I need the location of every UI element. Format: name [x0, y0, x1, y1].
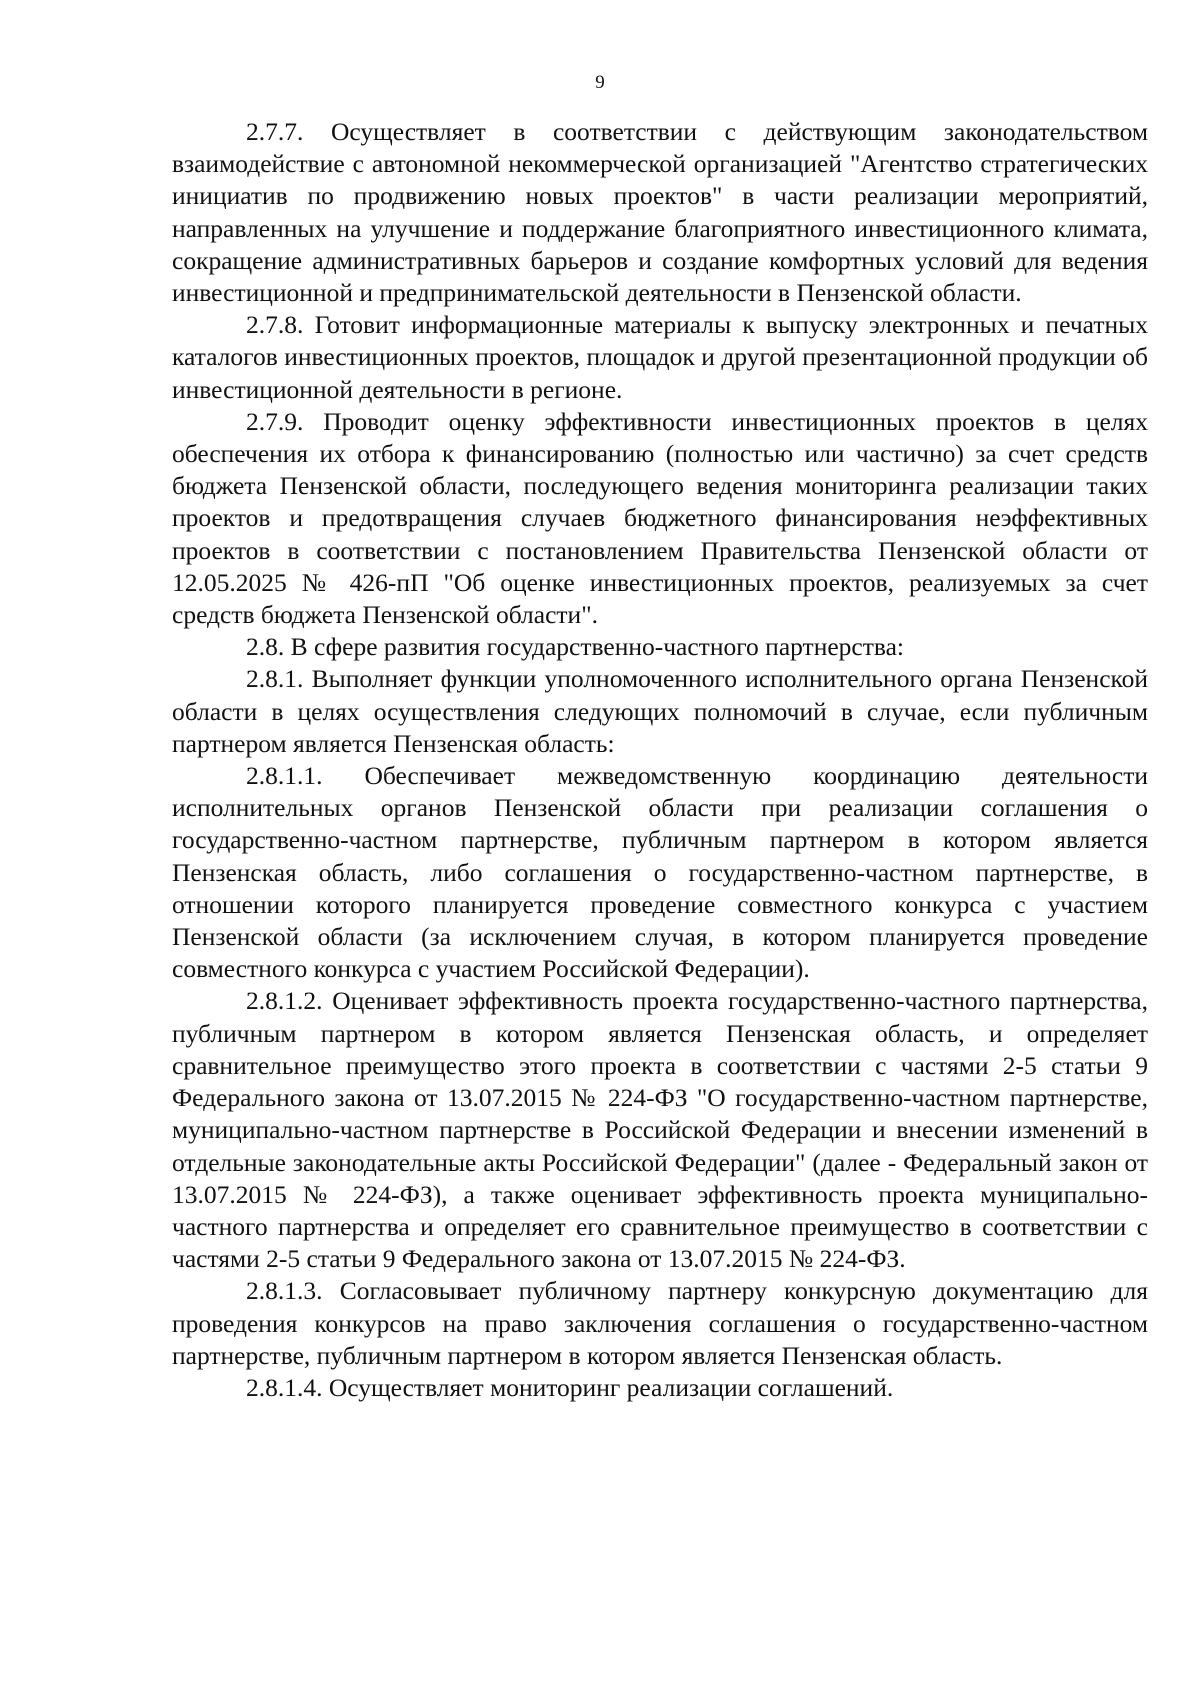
paragraph-2-8-1-1: 2.8.1.1. Обеспечивает межведомственную координацию деятельности исполнительных органов Пензенской области при реализации соглашения о государственно-частном партнерстве, публичным партнером в котором является Пензенская область, либо соглашения о государственно-частном партнерстве, в отношении которого планируется проведение совместного конкурса с участием Пензенской области (за исключением случая, в котором планируется проведение совместного конкурса с участием Российской Федерации).: [172, 761, 1148, 984]
paragraph-2-8-1: 2.8.1. Выполняет функции уполномоченного исполнительного органа Пензенской области в целях осуществления следующих полномочий в случае, если публичным партнером является Пензенская область:: [172, 664, 1148, 758]
page-number: 9: [595, 72, 605, 93]
paragraph-2-7-7: 2.7.7. Осуществляет в соответствии с действующим законодательством взаимодействие с автономной некоммерческой организацией "Агентство стратегических инициатив по продвижению новых проектов" в части реализации мероприятий, направленных на улучшение и поддержание благоприятного инвестиционного климата, сокращение административных барьеров и создание комфортных условий для ведения инвестиционной и предпринимательской деятельности в Пензенской области.: [172, 117, 1148, 308]
paragraph-2-8-1-2: 2.8.1.2. Оценивает эффективность проекта государственно-частного партнерства, публичным партнером в котором является Пензенская область, и определяет сравнительное преимущество этого проекта в соответствии с частями 2-5 статьи 9 Федерального закона от 13.07.2015 № 224-ФЗ "О государственно-частном партнерстве, муниципально-частном партнерстве в Российской Федерации и внесении изменений в отдельные законодательные акты Российской Федерации" (далее - Федеральный закон от 13.07.2015 № 224-ФЗ), а также оценивает эффективность проекта муниципально-частного партнерства и определяет его сравнительное преимущество в соответствии с частями 2-5 статьи 9 Федерального закона от 13.07.2015 № 224-ФЗ.: [172, 986, 1148, 1274]
paragraph-2-7-9: 2.7.9. Проводит оценку эффективности инвестиционных проектов в целях обеспечения их отбора к финансированию (полностью или частично) за счет средств бюджета Пензенской области, последующего ведения мониторинга реализации таких проектов и предотвращения случаев бюджетного финансирования неэффективных проектов в соответствии с постановлением Правительства Пензенской области от 12.05.2025 № 426-пП "Об оценке инвестиционных проектов, реализуемых за счет средств бюджета Пензенской области".: [172, 406, 1148, 630]
paragraph-2-8-1-4: 2.8.1.4. Осуществляет мониторинг реализации соглашений.: [246, 1372, 894, 1402]
document-body: [172, 116, 1148, 1404]
paragraph-2-7-8: 2.7.8. Готовит информационные материалы к выпуску электронных и печатных каталогов инвестиционных проектов, площадок и другой презентационной продукции об инвестиционной деятельности в регионе.: [172, 310, 1148, 404]
paragraph-2-8: 2.8. В сфере развития государственно-частного партнерства:: [246, 632, 904, 662]
paragraph-2-8-1-3: 2.8.1.3. Согласовывает публичному партнеру конкурсную документацию для проведения конкурсов на право заключения соглашения о государственно-частном партнерстве, публичным партнером в котором является Пензенская область.: [172, 1276, 1148, 1370]
